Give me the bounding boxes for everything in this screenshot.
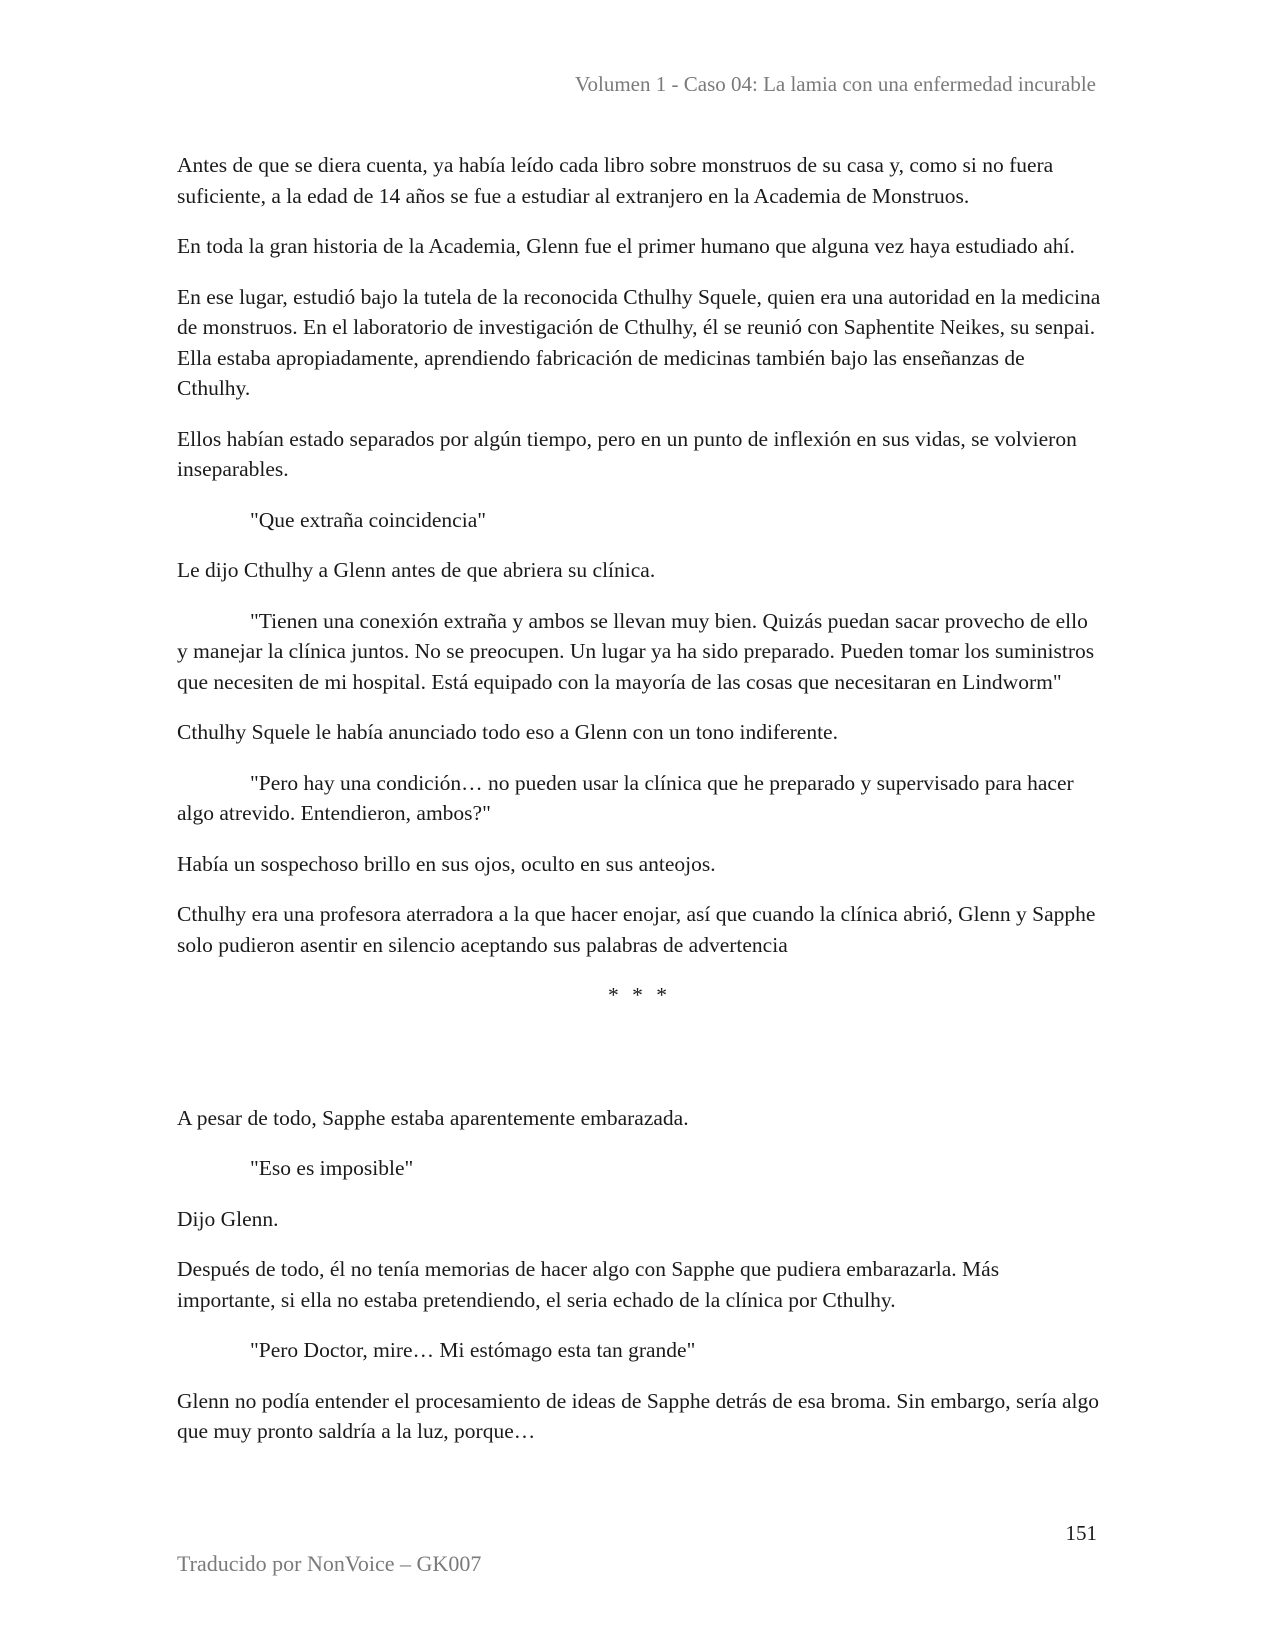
- dialogue-paragraph: "Tienen una conexión extraña y ambos se llevan muy bien. Quizás puedan sacar provecho de ello y manejar la clínica juntos. No se preocupen. Un lugar ya ha sido preparado. Pueden tomar los suministros que necesiten de mi hospital. Está equipado con la mayoría de las cosas que necesitaran en Lindworm": [177, 608, 1095, 694]
- paragraph: En toda la gran historia de la Academia, Glenn fue el primer humano que alguna vez haya estudiado ahí.: [177, 234, 1075, 258]
- paragraph: Ellos habían estado separados por algún tiempo, pero en un punto de inflexión en sus vidas, se volvieron inseparables.: [177, 426, 1077, 481]
- dialogue-paragraph: "Pero Doctor, mire… Mi estómago esta tan grande": [250, 1338, 696, 1362]
- paragraph: Cthulhy era una profesora aterradora a la que hacer enojar, así que cuando la clínica abrió, Glenn y Sapphe solo pudieron asentir en silencio aceptando sus palabras de advertencia: [177, 902, 1096, 957]
- page-number: 151: [1065, 1521, 1097, 1545]
- translator-credit: Traducido por NonVoice – GK007: [177, 1551, 482, 1576]
- dialogue-paragraph: "Que extraña coincidencia": [250, 507, 487, 532]
- paragraph: En ese lugar, estudió bajo la tutela de la reconocida Cthulhy Squele, quien era una autoridad en la medicina de monstruos. En el laboratorio de investigación de Cthulhy, él se reunió con Saphentite Neikes, su senpai. Ella estaba apropiadamente, aprendiendo fabricación de medicinas también bajo las enseñanzas de Cthulhy.: [177, 284, 1101, 400]
- scene-separator: * * *: [608, 983, 671, 1007]
- dialogue-paragraph: "Eso es imposible": [250, 1156, 414, 1180]
- running-header: Volumen 1 - Caso 04: La lamia con una enfermedad incurable: [575, 72, 1096, 96]
- dialogue-paragraph: "Pero hay una condición… no pueden usar la clínica que he preparado y supervisado para hacer algo atrevido. Entendieron, ambos?": [177, 770, 1074, 825]
- paragraph: Le dijo Cthulhy a Glenn antes de que abriera su clínica.: [177, 558, 656, 582]
- paragraph: Dijo Glenn.: [177, 1206, 279, 1231]
- paragraph: Después de todo, él no tenía memorias de hacer algo con Sapphe que pudiera embarazarla. Más importante, si ella no estaba pretendiendo, el seria echado de la clínica por Cthulhy.: [177, 1257, 1000, 1312]
- paragraph: Había un sospechoso brillo en sus ojos, oculto en sus anteojos.: [177, 851, 716, 876]
- paragraph: Antes de que se diera cuenta, ya había leído cada libro sobre monstruos de su casa y, como si no fuera suficiente, a la edad de 14 años se fue a estudiar al extranjero en la Academia de Monstruos.: [177, 153, 1054, 208]
- paragraph: Glenn no podía entender el procesamiento de ideas de Sapphe detrás de esa broma. Sin embargo, sería algo que muy pronto saldría a la luz, porque…: [177, 1388, 1100, 1443]
- paragraph: Cthulhy Squele le había anunciado todo eso a Glenn con un tono indiferente.: [177, 720, 838, 744]
- paragraph: A pesar de todo, Sapphe estaba aparentemente embarazada.: [177, 1105, 689, 1130]
- page-body: [177, 150, 1102, 1467]
